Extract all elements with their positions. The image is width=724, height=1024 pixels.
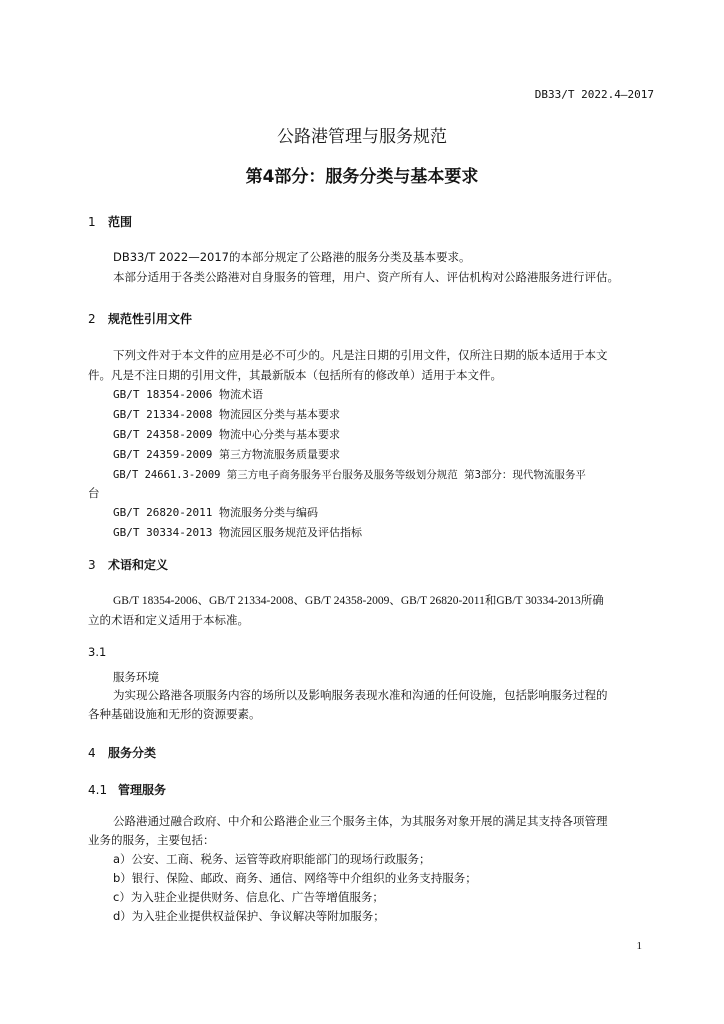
- paragraph: 件。凡是不注日期的引用文件，其最新版本（包括所有的修改单）适用于本文件。: [88, 368, 502, 382]
- reference-item-continued: 台: [88, 486, 100, 500]
- section-number: 1: [88, 215, 96, 229]
- paragraph: 本部分适用于各类公路港对自身服务的管理，用户、资产所有人、评估机构对公路港服务进行评估。: [113, 270, 619, 284]
- doc-number: DB33/T 2022.4—2017: [534, 88, 654, 101]
- reference-item: GB/T 26820-2011 物流服务分类与编码: [113, 506, 318, 519]
- section-number: 2: [88, 312, 96, 326]
- section-1-heading: [88, 213, 132, 230]
- paragraph: DB33/T 2022—2017的本部分规定了公路港的服务分类及基本要求。: [113, 250, 471, 264]
- subsection-title: 管理服务: [118, 783, 167, 797]
- section-title: 服务分类: [108, 746, 157, 760]
- term-definition: 为实现公路港各项服务内容的场所以及影响服务表现水准和沟通的任何设施，包括影响服务过程的: [113, 688, 608, 702]
- reference-item: GB/T 30334-2013 物流园区服务规范及评估指标: [113, 526, 362, 539]
- section-title: 规范性引用文件: [108, 312, 193, 326]
- section-4-heading: [88, 744, 156, 761]
- subsection-number: 3.1: [88, 645, 107, 659]
- section-2-heading: [88, 310, 192, 327]
- subsection-number: 4.1: [88, 783, 108, 797]
- section-number: 4: [88, 746, 96, 760]
- section-number: 3: [88, 558, 96, 572]
- reference-item: GB/T 21334-2008 物流园区分类与基本要求: [113, 408, 340, 421]
- term-definition: 各种基础设施和无形的资源要素。: [88, 707, 261, 721]
- paragraph: 下列文件对于本文件的应用是必不可少的。凡是注日期的引用文件，仅所注日期的版本适用于本文: [113, 348, 608, 362]
- reference-item: GB/T 18354-2006 物流术语: [113, 388, 263, 401]
- paragraph: 公路港通过融合政府、中介和公路港企业三个服务主体，为其服务对象开展的满足其支持各项管理: [113, 814, 608, 828]
- section-title: 术语和定义: [108, 558, 169, 572]
- paragraph: GB/T 18354-2006、GB/T 21334-2008、GB/T 24358-2009、GB/T 26820-2011和GB/T 30334-2013所确: [113, 595, 604, 607]
- list-item: d）为入驻企业提供权益保护、争议解决等附加服务；: [113, 909, 385, 923]
- page-number: 1: [636, 940, 642, 952]
- doc-subtitle: 第4部分：服务分类与基本要求: [245, 167, 479, 187]
- paragraph: 立的术语和定义适用于本标准。: [88, 613, 249, 627]
- reference-item: GB/T 24358-2009 物流中心分类与基本要求: [113, 428, 340, 441]
- reference-item: GB/T 24359-2009 第三方物流服务质量要求: [113, 448, 340, 461]
- doc-title: 公路港管理与服务规范: [277, 127, 447, 147]
- section-title: 范围: [108, 215, 133, 229]
- list-item: b）银行、保险、邮政、商务、通信、网络等中介组织的业务支持服务；: [113, 871, 477, 885]
- reference-item: GB/T 24661.3-2009 第三方电子商务服务平台服务及服务等级划分规范 第3部分：现代物流服务平: [113, 469, 586, 481]
- section-3-heading: [88, 556, 168, 573]
- list-item: a）公安、工商、税务、运管等政府职能部门的现场行政服务；: [113, 852, 431, 866]
- list-item: c）为入驻企业提供财务、信息化、广告等增值服务；: [113, 890, 384, 904]
- subsection-4-1-heading: [88, 781, 166, 798]
- paragraph: 业务的服务，主要包括：: [88, 833, 215, 847]
- term-name: 服务环境: [113, 670, 159, 684]
